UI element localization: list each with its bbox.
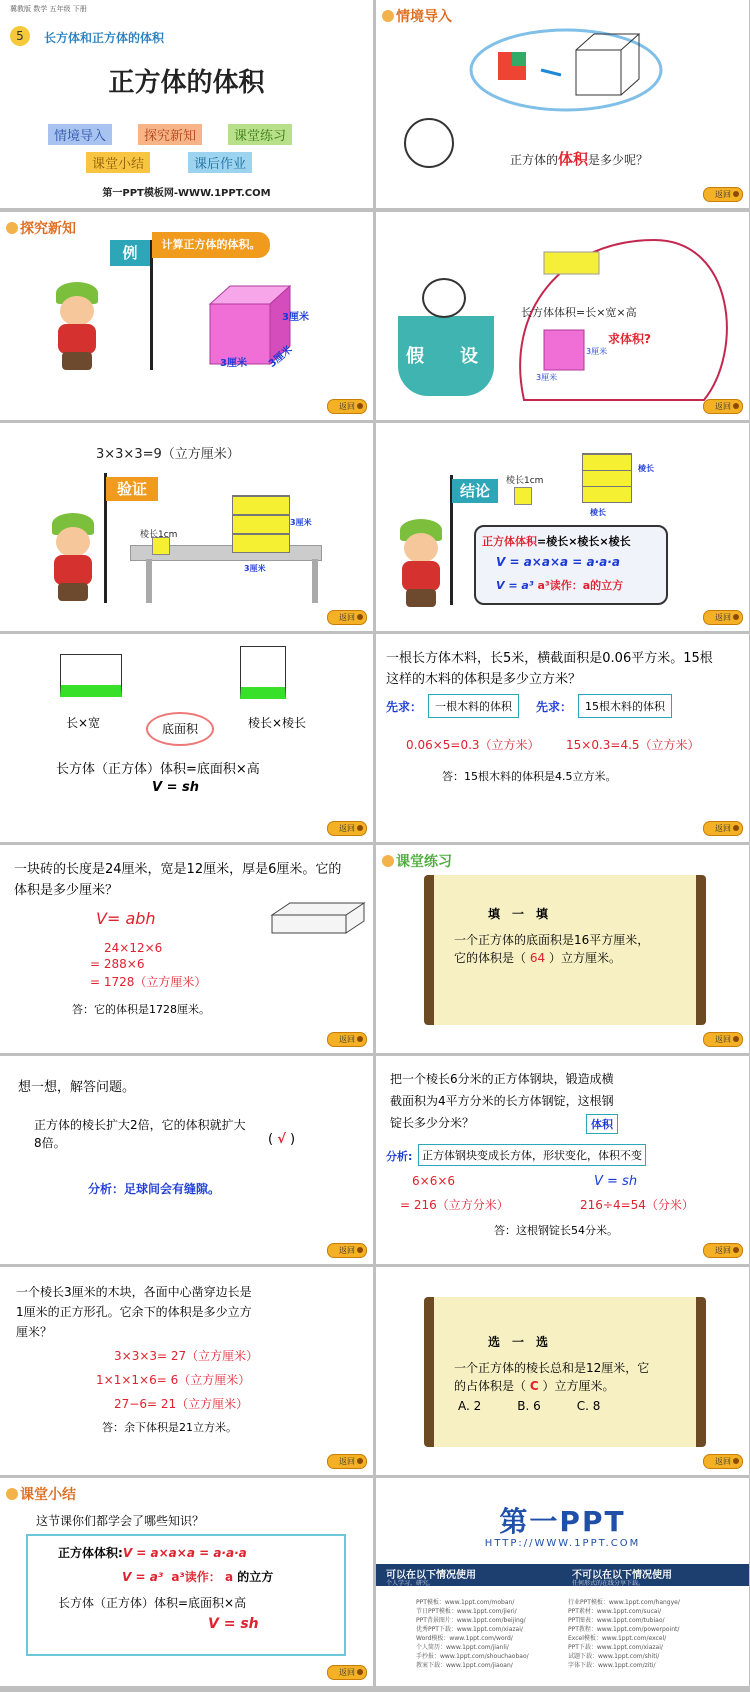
pot-label-a: 假 (406, 346, 424, 367)
brick-line1: 24×12×6 (104, 941, 163, 955)
conclusion-line1 (482, 533, 631, 549)
pot-label-b: 设 (460, 346, 478, 367)
answer-text: 答：这根钢锭长54分米。 (494, 1224, 618, 1237)
link-shiti[interactable]: 试题下载：www.1ppt.com/shiti/ (568, 1653, 660, 1660)
section-label: 课堂小结 (20, 1487, 76, 1503)
flower-icon (382, 855, 394, 867)
cannot-use-note: 任何形式的在线分享下载。 (572, 1580, 645, 1587)
link-jiaoan[interactable]: 教案下载：www.1ppt.com/jiaoan/ (416, 1662, 513, 1669)
nav-summary-button[interactable]: 课堂小结 (86, 152, 150, 173)
top-breadcrumb (10, 4, 87, 14)
slide-verify (0, 423, 373, 631)
block-calc3: 27−6= 21（立方厘米） (114, 1397, 249, 1411)
link-beijing[interactable]: PPT背景图片：www.1ppt.com/beijing/ (416, 1617, 526, 1624)
boy-character (392, 519, 450, 609)
block-calc2: 1×1×1×6= 6（立方厘米） (96, 1373, 251, 1387)
read-as-value: a的立方 (582, 579, 624, 592)
dim-length: 3厘米 (244, 564, 266, 573)
answer-text: 答：余下体积是21立方米。 (102, 1421, 237, 1434)
brand-url[interactable]: HTTP://WWW.1PPT.COM (484, 1538, 641, 1549)
crumb-volume: 下册 (72, 5, 87, 13)
nav-homework-button[interactable]: 课后作业 (188, 152, 252, 173)
dim-height: 3厘米 (290, 518, 312, 527)
choose-options: A. 2 B. 6 C. 8 (458, 1399, 601, 1413)
answer-text: 答：15根木料的体积是4.5立方米。 (442, 770, 617, 783)
slide-intro (376, 0, 749, 208)
choose-line1: 一个正方体的棱长总和是12厘米，它 (454, 1361, 650, 1375)
link-hangye[interactable]: 行业PPT模板：www.1ppt.com/hangye/ (568, 1599, 680, 1606)
slide-steel-problem (376, 1056, 749, 1264)
cube-volume-label: 正方体体积 (482, 535, 537, 548)
panda-icon (422, 278, 466, 318)
block-calc1: 3×3×3= 27（立方厘米） (114, 1349, 259, 1363)
fill-heading: 填 一 填 (488, 907, 549, 921)
slide-credits (376, 1478, 749, 1686)
nav-explore-button[interactable]: 探究新知 (138, 124, 202, 145)
think-mark: ( √ ) (268, 1132, 296, 1147)
question-highlight: 体积 (558, 150, 589, 168)
boy-character (44, 513, 102, 603)
slide-wood-problem (376, 634, 749, 842)
boy-legs (62, 352, 92, 370)
dim-bottom: 3厘米 (536, 373, 558, 382)
back-button[interactable]: 返回 (703, 1032, 743, 1047)
answer-text: 答：它的体积是1728厘米。 (72, 1003, 210, 1016)
first-find-label-2: 先求： (536, 700, 573, 714)
link-xiazai-2[interactable]: PPT下载：www.1ppt.com/xiazai/ (568, 1644, 663, 1651)
fill-answer: 64 (529, 951, 546, 965)
link-xiazai[interactable]: 优秀PPT下载：www.1ppt.com/xiazai/ (416, 1626, 523, 1633)
nav-intro-button[interactable]: 情境导入 (48, 124, 112, 145)
slide-conclusion (376, 423, 749, 631)
back-button[interactable]: 返回 (703, 1454, 743, 1469)
unit-number-badge: 5 (10, 26, 30, 46)
can-use-title: 可以在以下情况使用 (386, 1570, 476, 1581)
conclusion-line3 (496, 577, 623, 593)
example-flag: 例 (110, 240, 150, 266)
analysis-label: 分析: (386, 1150, 413, 1163)
summary-line3: 长方体（正方体）体积=底面积×高 (58, 1596, 247, 1610)
formula-text: 3×3×3=9（立方厘米） (96, 447, 240, 462)
volume-tag: 体积 (586, 1114, 618, 1134)
yellow-cube (582, 453, 632, 503)
unit-edge-label: 棱长1cm (140, 530, 178, 540)
section-label: 探究新知 (20, 221, 76, 237)
summary-line1 (58, 1544, 247, 1561)
section-title (382, 6, 452, 26)
steel-calc2: = 216（立方分米） (400, 1198, 509, 1212)
slide-fill-blank (376, 845, 749, 1053)
question-text: 一根长方体木料，长5米，横截面积是0.06平方米。15根这样的木料的体积是多少立方米？ (386, 651, 713, 687)
yellow-box (544, 252, 599, 274)
steel-calc4: 216÷4=54（分米） (580, 1198, 694, 1212)
length-width-label: 长×宽 (66, 716, 101, 730)
choose-prefix: 的占体积是（ (454, 1379, 527, 1393)
cube-right (240, 646, 286, 699)
steel-q-line1: 把一个棱长6分米的正方体钢块，锻造成横 (390, 1072, 614, 1086)
back-button[interactable]: 返回 (327, 1665, 367, 1680)
section-label: 情境导入 (396, 9, 452, 25)
dim-side: 3厘米 (586, 347, 608, 356)
thought-bubble (504, 230, 744, 420)
first-find-label-1: 先求： (386, 700, 423, 714)
link-jianli[interactable]: 个人简历：www.1ppt.com/jianli/ (416, 1644, 509, 1651)
calc-step2: 15×0.3=4.5（立方米） (566, 738, 700, 752)
thought-cloud (466, 20, 666, 120)
volume-formula: 长方体（正方体）体积=底面积×高 (56, 762, 260, 777)
boy-face (404, 533, 438, 563)
slide-block-problem (0, 1267, 373, 1475)
edge-label-bottom: 棱长 (590, 508, 606, 517)
block-q-line2: 1厘米的正方形孔。它余下的体积是多少立方 (16, 1305, 252, 1319)
link-sucai[interactable]: PPT素材：www.1ppt.com/sucai/ (568, 1608, 662, 1615)
check-icon: √ (277, 1132, 286, 1147)
read-as-label: a³读作： (537, 579, 583, 592)
fill-text-prefix: 它的体积是（ (454, 951, 527, 965)
base-area-badge: 底面积 (146, 712, 214, 746)
question-text: 一块砖的长度是24厘米，宽是12厘米，厚是6厘米。它的体积是多少厘米？ (14, 862, 342, 898)
verify-flag: 验证 (106, 477, 158, 501)
step1-box: 一根木料的体积 (428, 694, 519, 718)
cube-power-formula: V = a³ (122, 1570, 164, 1584)
link-shouchaobao[interactable]: 手抄报：www.1ppt.com/shouchaobao/ (416, 1653, 529, 1660)
flower-icon (6, 1488, 18, 1500)
summary-line2 (122, 1568, 273, 1585)
tree-decoration (396, 1277, 446, 1457)
question-part-c: 是多少呢？ (588, 153, 649, 167)
cuboid-left (60, 654, 122, 697)
think-q-line2: 8倍。 (34, 1136, 66, 1150)
brand-logo: 第一PPT (499, 1505, 626, 1538)
fill-text-line2 (454, 949, 621, 966)
links-right (568, 1598, 680, 1670)
boy-legs (406, 589, 436, 607)
link-powerpoint[interactable]: PPT教程：www.1ppt.com/powerpoint/ (568, 1626, 680, 1633)
crumb-edition: 冀教版 (10, 5, 31, 13)
link-tubiao[interactable]: PPT图表：www.1ppt.com/tubiao/ (568, 1617, 665, 1624)
boy-body (58, 324, 96, 354)
rect-volume-formula: 长方体体积=长×宽×高 (521, 306, 637, 319)
edge-edge-label: 棱长×棱长 (248, 716, 307, 730)
back-button[interactable]: 返回 (703, 1243, 743, 1258)
dim-width: 3厘米 (266, 344, 295, 370)
back-button[interactable]: 返回 (327, 610, 367, 625)
section-title (6, 218, 76, 238)
slide-explore (0, 212, 373, 420)
crumb-grade: 五年级 (49, 5, 71, 13)
boy-face (56, 527, 90, 557)
conclusion-line2: V = a×a×a = a·a·a (496, 555, 620, 569)
vsh-formula: V = sh (152, 780, 199, 795)
unit-cube (514, 487, 532, 505)
slide-think (0, 1056, 373, 1264)
boy-face (60, 296, 94, 326)
yellow-cube (232, 495, 290, 553)
tree-decoration (396, 855, 446, 1035)
slide-choose (376, 1267, 749, 1475)
back-button[interactable]: 返回 (327, 821, 367, 836)
section-title (6, 1484, 76, 1504)
slide-brick-problem (0, 845, 373, 1053)
choose-answer: C (529, 1379, 539, 1393)
can-use-note: 个人学习、研究。 (386, 1580, 435, 1587)
summary-line4: V = sh (208, 1616, 259, 1632)
cube-volume-formula: =棱长×棱长×棱长 (537, 535, 631, 548)
slide-base-area (0, 634, 373, 842)
choose-suffix: ）立方厘米。 (542, 1379, 615, 1393)
flower-icon (382, 10, 394, 22)
brick-formula: V= abh (96, 909, 156, 928)
back-button[interactable]: 返回 (703, 399, 743, 414)
analysis-text: 分析：足球间会有缝隙。 (88, 1182, 221, 1196)
rubiks-tile-icon (512, 52, 526, 66)
back-button[interactable]: 返回 (327, 399, 367, 414)
brick-line3: = 1728（立方厘米） (90, 975, 207, 989)
back-button[interactable]: 返回 (703, 610, 743, 625)
dim-length: 3厘米 (220, 358, 247, 369)
analysis-box: 正方体钢块变成长方体，形状变化，体积不变 (418, 1144, 646, 1166)
boy-body (54, 555, 92, 585)
table-legs (146, 559, 318, 603)
link-jieri[interactable]: 节日PPT模板：www.1ppt.com/jieri/ (416, 1608, 517, 1615)
link-excel[interactable]: Excel模板：www.1ppt.com/excel/ (568, 1635, 667, 1642)
volume-question: 求体积? (608, 332, 651, 346)
dim-height: 3厘米 (282, 312, 309, 323)
steel-q-line3: 锭长多少分米？ (390, 1116, 475, 1130)
link-word[interactable]: Word模板：www.1ppt.com/word/ (416, 1635, 513, 1642)
example-banner: 计算正方体的体积。 (152, 232, 270, 258)
boy-legs (58, 583, 88, 601)
conclusion-flag: 结论 (452, 479, 498, 503)
boy-body (402, 561, 440, 591)
steel-q-line2: 截面积为4平方分米的长方体钢锭，这根钢 (390, 1094, 614, 1108)
question-text (510, 148, 648, 169)
back-button[interactable]: 返回 (703, 187, 743, 202)
crumb-subject: 数学 (33, 5, 48, 13)
brick-outline (272, 903, 364, 933)
footer-site: 第一PPT模板网-WWW.1PPT.COM (102, 188, 271, 199)
section-label: 课堂练习 (396, 854, 452, 870)
step2-box: 15根木料的体积 (578, 694, 672, 718)
block-q-line3: 厘米？ (16, 1325, 53, 1339)
cannot-use-title: 不可以在以下情况使用 (572, 1570, 672, 1581)
brick-shape (270, 901, 366, 937)
choose-heading: 选 一 选 (488, 1335, 549, 1349)
flower-icon (6, 222, 18, 234)
read-as-label: a³读作： (171, 1570, 221, 1584)
flag-pole (150, 240, 153, 370)
read-as-var: a (224, 1570, 234, 1584)
summary-question: 这节课你们都学会了哪些知识？ (36, 1514, 205, 1528)
page-title: 正方体的体积 (108, 68, 265, 98)
calc-step1: 0.06×5=0.3（立方米） (406, 738, 540, 752)
edge-label-side: 棱长 (638, 464, 654, 473)
back-button[interactable]: 返回 (327, 1454, 367, 1469)
back-button[interactable]: 返回 (327, 1032, 367, 1047)
cartoon-character (404, 118, 454, 168)
brick-line2: = 288×6 (90, 957, 145, 971)
fill-text-line1: 一个正方体的底面积是16平方厘米， (454, 933, 650, 947)
link-ziti[interactable]: 字体下载：www.1ppt.com/ziti/ (568, 1662, 656, 1669)
links-left (416, 1598, 529, 1670)
unit-title: 长方体和正方体的体积 (44, 31, 165, 45)
fill-text-suffix: ）立方厘米。 (548, 951, 621, 965)
cube-volume-label: 正方体体积: (58, 1546, 123, 1560)
boy-character (48, 282, 106, 372)
back-button[interactable]: 返回 (703, 821, 743, 836)
slide-summary (0, 1478, 373, 1686)
think-heading: 想一想，解答问题。 (18, 1080, 136, 1095)
steel-calc3: V = sh (594, 1174, 638, 1189)
think-q-line1: 正方体的棱长扩大2倍，它的体积就扩大 (34, 1118, 246, 1132)
question-part-a: 正方体的 (510, 153, 559, 167)
nav-practice-button[interactable]: 课堂练习 (228, 124, 292, 145)
choose-line2 (454, 1377, 615, 1394)
unit-edge-label: 棱长1cm (506, 476, 544, 486)
cube-volume-formula: V = a×a×a = a·a·a (122, 1546, 247, 1560)
link-moban[interactable]: PPT模板：www.1ppt.com/moban/ (416, 1599, 515, 1606)
slide-hypothesis (376, 212, 749, 420)
steel-calc1: 6×6×6 (412, 1174, 456, 1188)
cube-power-formula: V = a³ (496, 579, 534, 592)
block-q-line1: 一个棱长3厘米的木块，各面中心凿穿边长是 (16, 1285, 252, 1299)
read-as-value: 的立方 (237, 1570, 274, 1584)
slide-title (0, 0, 373, 208)
pink-box (544, 330, 584, 370)
back-button[interactable]: 返回 (327, 1243, 367, 1258)
